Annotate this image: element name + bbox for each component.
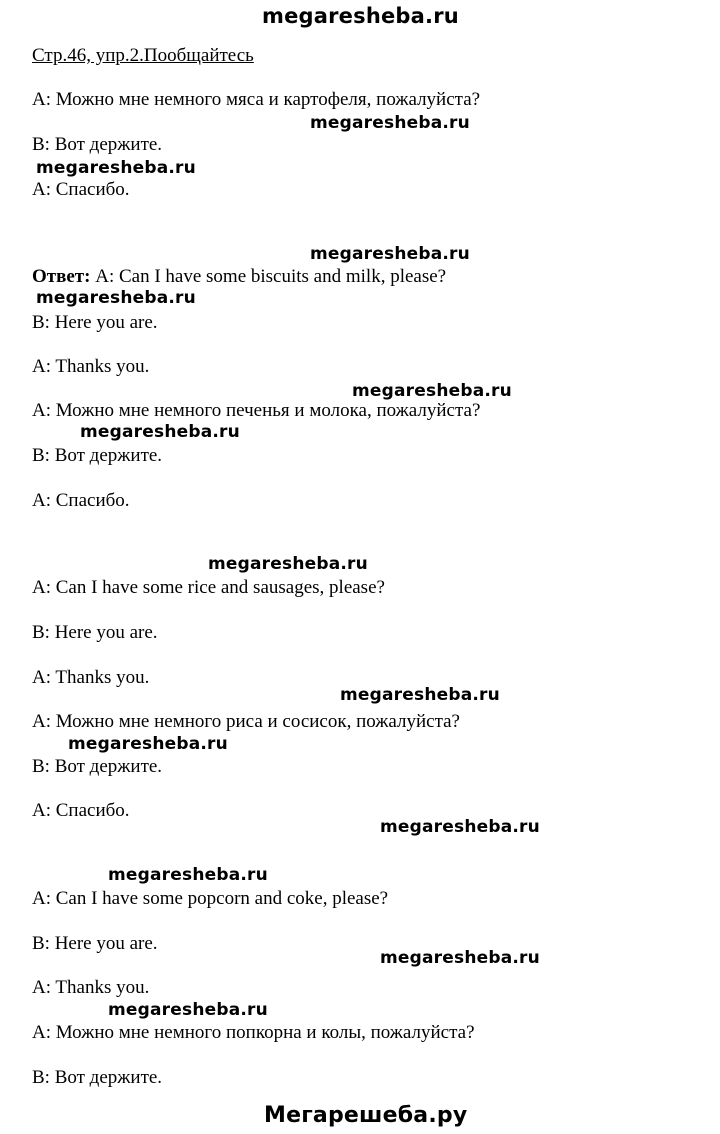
dialog2-line-b2: B: Вот держите.	[32, 445, 163, 466]
dialog1-line-a1: A: Можно мне немного мяса и картофеля, пожалуйста?	[32, 89, 481, 110]
watermark: megaresheba.ru	[36, 288, 196, 308]
dialog1-line-b1: B: Вот держите.	[32, 134, 163, 155]
dialog4-line-a2: A: Thanks you.	[32, 977, 150, 998]
watermark: megaresheba.ru	[80, 422, 240, 442]
header-watermark: megaresheba.ru	[262, 4, 459, 28]
watermark: megaresheba.ru	[340, 685, 500, 705]
dialog4-line-b1: B: Here you are.	[32, 933, 158, 954]
dialog2-line-a1: A: Can I have some biscuits and milk, please?	[90, 266, 447, 287]
dialog4-line-a3: A: Можно мне немного попкорна и колы, пожалуйста?	[32, 1022, 475, 1043]
watermark: megaresheba.ru	[68, 734, 228, 754]
answer-line	[32, 265, 446, 289]
dialog2-line-a4: A: Спасибо.	[32, 490, 130, 511]
page-title: Стр.46, упр.2.Пообщайтесь	[32, 45, 254, 66]
answer-label: Ответ:	[32, 266, 91, 287]
dialog3-line-b2: B: Вот держите.	[32, 756, 163, 777]
dialog2-line-a3: A: Можно мне немного печенья и молока, пожалуйста?	[32, 400, 481, 421]
dialog4-line-b2: B: Вот держите.	[32, 1067, 163, 1088]
dialog4-line-a1: A: Can I have some popcorn and coke, please?	[32, 888, 389, 909]
dialog3-line-a3: A: Можно мне немного риса и сосисок, пожалуйста?	[32, 711, 460, 732]
watermark: megaresheba.ru	[380, 948, 540, 968]
dialog2-line-a2: A: Thanks you.	[32, 356, 150, 377]
watermark: megaresheba.ru	[208, 554, 368, 574]
dialog3-line-a1: A: Can I have some rice and sausages, please?	[32, 577, 385, 598]
watermark: megaresheba.ru	[352, 381, 512, 401]
dialog3-line-b1: B: Here you are.	[32, 622, 158, 643]
watermark: megaresheba.ru	[380, 817, 540, 837]
watermark: megaresheba.ru	[36, 158, 196, 178]
watermark: megaresheba.ru	[108, 865, 268, 885]
watermark: megaresheba.ru	[108, 1000, 268, 1020]
watermark: megaresheba.ru	[310, 244, 470, 264]
footer-watermark: Мегарешеба.ру	[264, 1103, 468, 1128]
watermark: megaresheba.ru	[310, 113, 470, 133]
dialog1-line-a2: A: Спасибо.	[32, 179, 130, 200]
dialog2-line-b1: B: Here you are.	[32, 312, 158, 333]
dialog3-line-a4: A: Спасибо.	[32, 800, 130, 821]
dialog3-line-a2: A: Thanks you.	[32, 667, 150, 688]
